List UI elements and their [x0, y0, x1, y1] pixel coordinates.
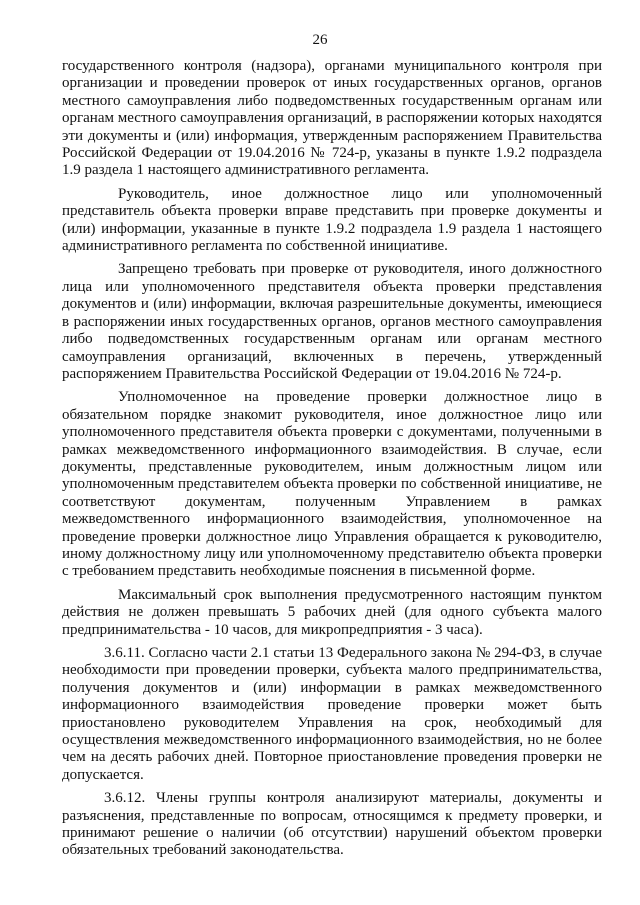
- paragraph-voluntary-submission: Руководитель, иное должностное лицо или уполномоченный представитель объекта проверки вправе представить при проверке документы и (или) информации, указанные в пункте 1.9.2 подраздела 1.9 раздела 1 настоящего административного регламента по собственной инициативе.: [62, 185, 602, 255]
- page-number: 26: [312, 32, 328, 48]
- paragraph-familiarization: Уполномоченное на проведение проверки должностное лицо в обязательном порядке знакомит руководителя, иное должностное лицо или уполномоченного представителя объекта проверки с документами, полученными в рамках межведомственного информационного взаимодействия. В случае, если документы, представленные руководителем, иным должностным лицом или уполномоченным представителем объекта проверки по собственной инициативе, не соответствуют документам, полученным Управлением в рамках межведомственного информационного взаимодействия, уполномоченное на проведение проверки должностное лицо Управления обращается к руководителю, иному должностному лицу или уполномоченному представителю объекта проверки с требованием представить необходимые пояснения в письменной форме.: [62, 389, 602, 580]
- paragraph-3-6-12: 3.6.12. Члены группы контроля анализируют материалы, документы и разъяснения, представленные по вопросам, относящимся к предмету проверки, и принимают решение о наличии (об отсутствии) нарушений объектом проверки обязательных требований законодательства.: [62, 790, 602, 859]
- paragraph-3-6-11: 3.6.11. Согласно части 2.1 статьи 13 Федерального закона № 294-ФЗ, в случае необходимости при проведении проверки, субъекта малого предпринимательства, получения документов и (или) информации в рамках межведомственного информационного взаимодействия проведение проверки может быть приостановлено руководителем Управления на срок, необходимый для осуществления межведомственного информационного взаимодействия, но не более чем на десять рабочих дней. Повторное приостановление проведения проверки не допускается.: [62, 645, 602, 783]
- paragraph-prohibition: Запрещено требовать при проверке от руководителя, иного должностного лица или уполномоченного представителя объекта проверки представления документов и (или) информации, включая разрешительные документы, имеющиеся в распоряжении иных государственных органов, органов местного самоуправления либо подведомственных государственным органам или органам местного самоуправления организаций, включенных в перечень, утвержденный распоряжением Правительства Российской Федерации от 19.04.2016 № 724-р.: [62, 261, 602, 382]
- paragraph-continuation: государственного контроля (надзора), органами муниципального контроля при организации и проведении проверок от иных государственных органов, органов местного самоуправления либо подведомственных государственным органам или органам местного самоуправления организаций, в распоряжении которых находятся эти документы и (или) информация, утвержденным распоряжением Правительства Российской Федерации от 19.04.2016 № 724-р, указаны в пункте 1.9.2 подраздела 1.9 раздела 1 настоящего административного регламента.: [62, 58, 602, 179]
- document-body: [62, 58, 602, 866]
- paragraph-max-term: Максимальный срок выполнения предусмотренного настоящим пунктом действия не должен превышать 5 рабочих дней (для одного субъекта малого предпринимательства - 10 часов, для микропредприятия - 3 часа).: [62, 586, 602, 638]
